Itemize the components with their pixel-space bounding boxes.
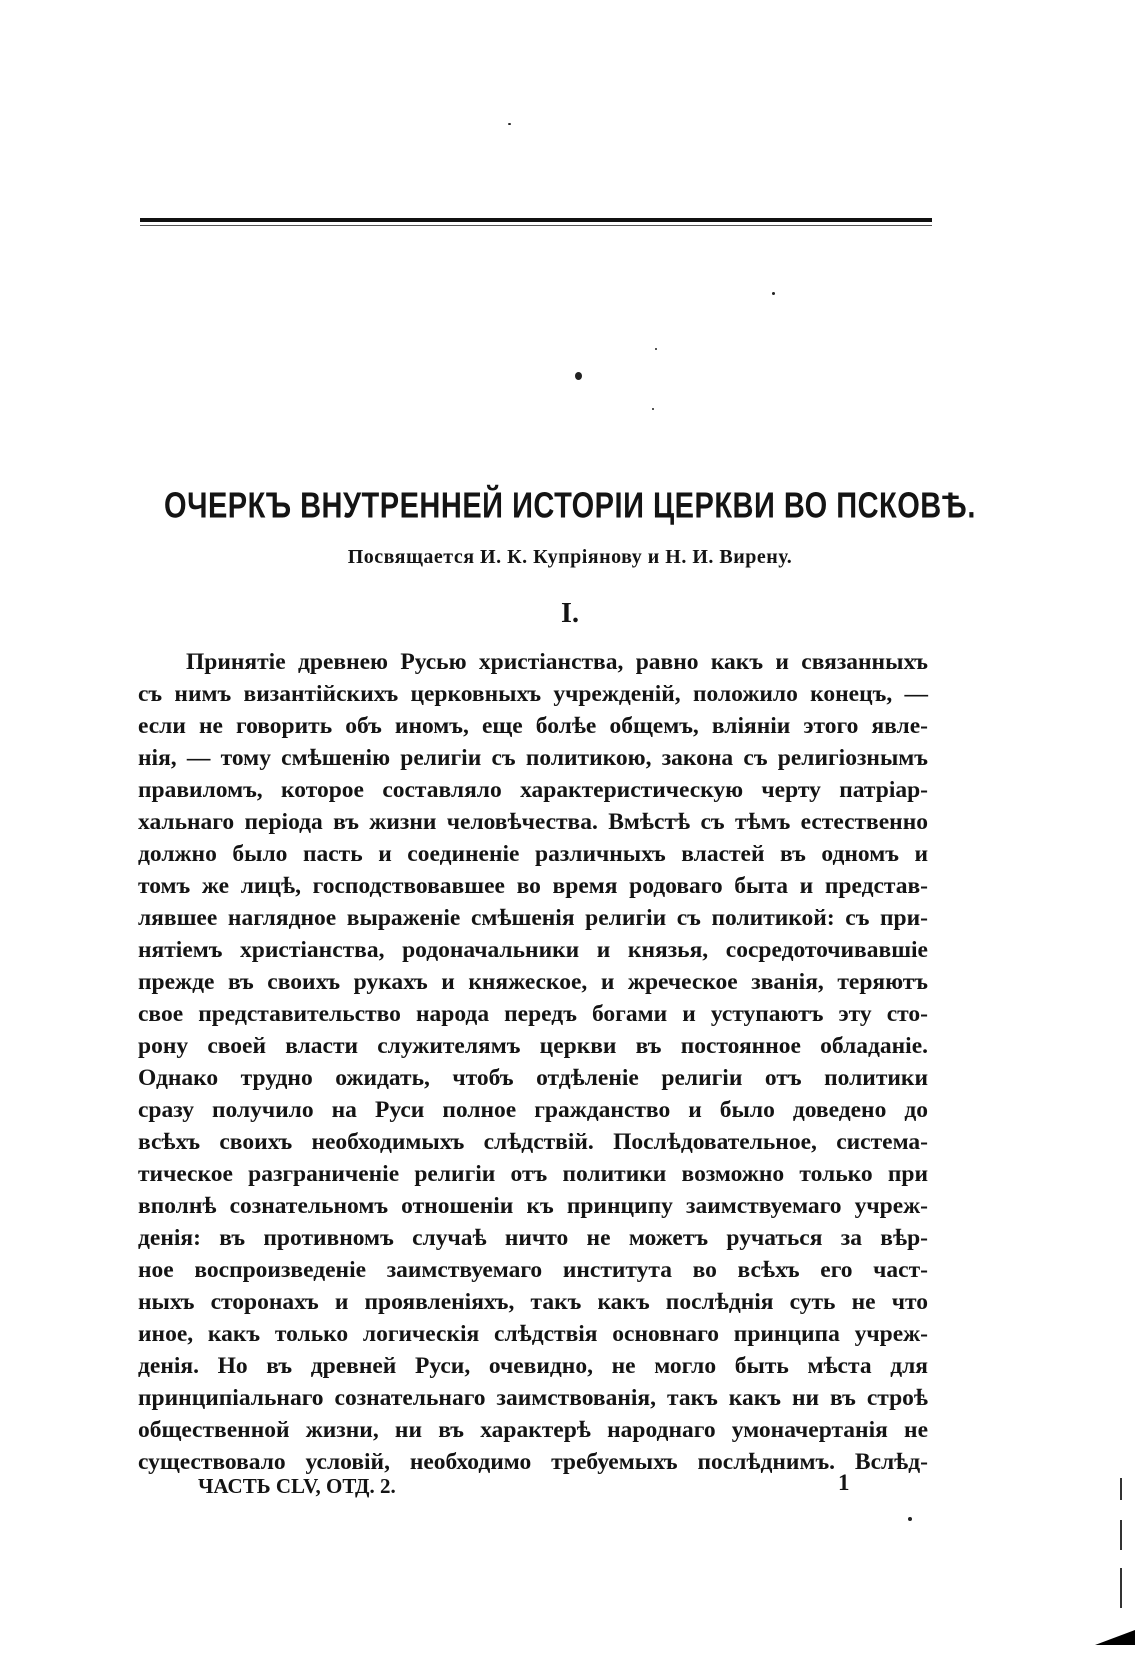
text-line: принципіальнаго сознательнаго заимствованія, такъ какъ ни въ строѣ <box>138 1385 928 1411</box>
text-line: ное воспроизведеніе заимствуемаго института во всѣхъ его част- <box>138 1257 928 1283</box>
text-line: должно было пасть и соединеніе различныхъ властей въ одномъ и <box>138 841 928 867</box>
text-line: свое представительство народа передъ богами и уступаютъ эту сто- <box>138 1001 928 1027</box>
text-line: нія, — тому смѣшенію религіи съ политикою, закона съ религіознымъ <box>138 745 928 771</box>
section-number: I. <box>561 598 579 629</box>
header-rule <box>140 218 932 222</box>
dedication: Посвящается И. К. Купріянову и Н. И. Вирену. <box>347 546 793 568</box>
print-speck <box>772 292 775 295</box>
text-line: если не говорить объ иномъ, еще болѣе общемъ, вліяніи этого явле- <box>138 713 928 739</box>
text-line: денія: въ противномъ случаѣ ничто не можетъ ручаться за вѣр- <box>138 1225 928 1251</box>
signature-mark: ЧАСТЬ CLV, ОТД. 2. <box>198 1474 396 1498</box>
print-speck <box>575 372 582 380</box>
text-line: рону своей власти служителямъ церкви въ постоянное обладаніе. <box>138 1033 928 1059</box>
page-edge-mark <box>1120 1568 1122 1608</box>
print-speck <box>508 123 511 125</box>
page-edge-mark <box>1120 1520 1122 1550</box>
body-text <box>138 646 928 1478</box>
text-line: существовало условій, необходимо требуемыхъ послѣднимъ. Вслѣд- <box>138 1449 928 1475</box>
text-line: прежде въ своихъ рукахъ и княжеское, и жреческое званія, теряютъ <box>138 969 928 995</box>
print-speck <box>908 1517 912 1521</box>
text-line: тическое разграниченіе религіи отъ политики возможно только при <box>138 1161 928 1187</box>
text-line: сразу получило на Руси полное гражданство и было доведено до <box>138 1097 928 1123</box>
article-title: ОЧЕРКЪ ВНУТРЕННЕЙ ИСТОРІИ ЦЕРКВИ ВО ПСКОВѢ. <box>164 486 976 526</box>
page-corner-mark <box>1095 1630 1135 1645</box>
text-line: хальнаго періода въ жизни человѣчества. Вмѣстѣ съ тѣмъ естественно <box>138 809 928 835</box>
text-line: иное, какъ только логическія слѣдствія основнаго принципа учреж- <box>138 1321 928 1347</box>
text-line: нятіемъ христіанства, родоначальники и князья, сосредоточивавшіе <box>138 937 928 963</box>
text-line: томъ же лицѣ, господствовавшее во время родоваго быта и представ- <box>138 873 928 899</box>
page-edge-mark <box>1120 1478 1122 1500</box>
text-line: Принятіе древнею Русью христіанства, равно какъ и связанныхъ <box>186 649 928 675</box>
text-line: денія. Но въ древней Руси, очевидно, не могло быть мѣста для <box>138 1353 928 1379</box>
text-line: вполнѣ сознательномъ отношеніи къ принципу заимствуемаго учреж- <box>138 1193 928 1219</box>
page-number: 1 <box>838 1470 850 1495</box>
print-speck <box>652 408 654 410</box>
print-speck <box>655 348 657 350</box>
text-line: всѣхъ своихъ необходимыхъ слѣдствій. Послѣдовательное, система- <box>138 1129 928 1155</box>
text-line: съ нимъ византійскихъ церковныхъ учрежденій, положило конецъ, — <box>138 681 928 707</box>
text-line: правиломъ, которое составляло характеристическую черту патріар- <box>138 777 928 803</box>
text-line: общественной жизни, ни въ характерѣ народнаго умоначертанія не <box>138 1417 928 1443</box>
text-line: Однако трудно ожидать, чтобъ отдѣленіе религіи отъ политики <box>138 1065 928 1091</box>
header-rule-thin <box>140 225 932 226</box>
text-line: ныхъ сторонахъ и проявленіяхъ, такъ какъ послѣднія суть не что <box>138 1289 928 1315</box>
text-line: лявшее наглядное выраженіе смѣшенія религіи съ политикой: съ при- <box>138 905 928 931</box>
